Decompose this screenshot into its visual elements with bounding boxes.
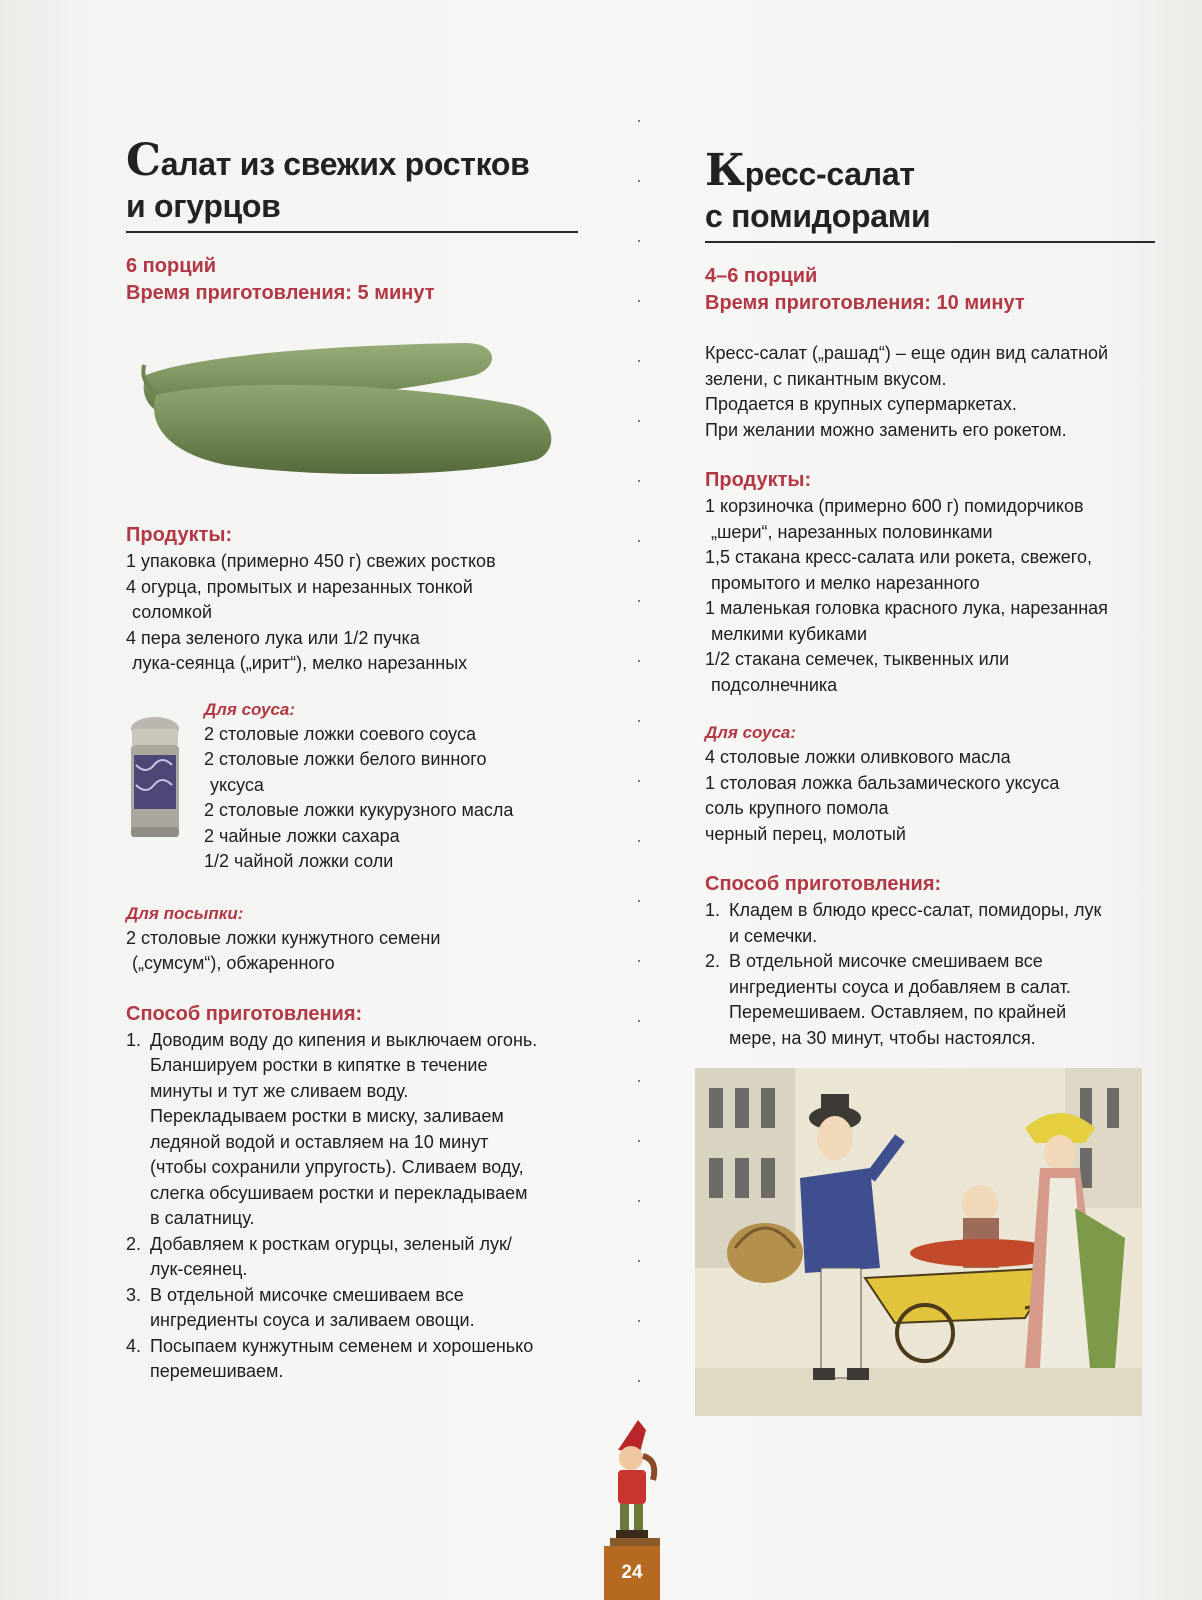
divider-dot bbox=[638, 780, 640, 782]
list-item: 1 упаковка (примерно 450 г) свежих ростков bbox=[126, 551, 496, 571]
left-sauce-list bbox=[204, 722, 513, 875]
list-item: 2 столовые ложки соевого соуса bbox=[204, 723, 476, 744]
divider-dot bbox=[638, 1020, 640, 1022]
left-topping-list bbox=[126, 926, 586, 977]
right-title-line2: с помидорами bbox=[705, 198, 931, 234]
left-sauce-heading: Для соуса: bbox=[204, 699, 296, 719]
list-item: 2 столовые ложки кунжутного семени („сумсум“), обжаренного bbox=[126, 927, 441, 973]
divider-dot bbox=[638, 720, 640, 722]
list-item: 1,5 стакана кресс-салата или рокета, свежего, промытого и мелко нарезанного bbox=[705, 547, 1092, 593]
left-servings: 6 порций bbox=[126, 255, 217, 277]
left-title-rule bbox=[126, 231, 578, 233]
divider-dot bbox=[638, 1260, 640, 1262]
left-products-list bbox=[126, 549, 586, 677]
divider-dot bbox=[638, 1080, 640, 1082]
left-meta bbox=[126, 253, 586, 307]
left-title-rest: алат из свежих ростков bbox=[160, 146, 530, 182]
street-vendor-engraving bbox=[695, 1068, 1142, 1416]
list-item: 2 столовые ложки белого винного уксуса bbox=[204, 749, 487, 795]
step-item: 2. Добавляем к росткам огурцы, зеленый лук/ лук-сеянец. bbox=[126, 1233, 512, 1279]
right-intro: Кресс-салат („рашад“) – еще один вид салатной зелени, с пикантным вкусом. Продается в крупных супермаркетах. При желании можно заменить его рокетом. bbox=[705, 343, 1109, 440]
right-steps bbox=[705, 898, 1155, 1051]
step-item: 4. Посыпаем кунжутным семенем и хорошенько перемешиваем. bbox=[126, 1335, 534, 1381]
right-title-initial: К bbox=[705, 145, 745, 196]
step-item: 1. Кладем в блюдо кресс-салат, помидоры, лук и семечки. bbox=[705, 900, 1102, 946]
list-item: 2 столовые ложки кукурузного масла bbox=[204, 800, 514, 820]
right-prep-time: Время приготовления: 10 минут bbox=[705, 292, 1025, 314]
list-item: 4 огурца, промытых и нарезанных тонкой соломкой bbox=[126, 576, 473, 622]
divider-dot bbox=[638, 420, 640, 422]
divider-dot bbox=[638, 960, 640, 962]
step-item: 1. Доводим воду до кипения и выключаем огонь. Бланшируем ростки в кипятке в течение минуты и тут же сливаем воду. Перекладываем ростки в миску, заливаем ледяной водой и оставляем на 10 минут (чтобы сохранили упругость). Сливаем воду, слегка обсушиваем ростки и перекладываем в салатницу. bbox=[126, 1029, 538, 1228]
right-recipe-title bbox=[705, 145, 1155, 237]
divider-dot bbox=[638, 600, 640, 602]
right-products-heading: Продукты: bbox=[705, 469, 812, 491]
left-topping-heading: Для посыпки: bbox=[126, 903, 244, 923]
divider-dot bbox=[638, 300, 640, 302]
divider-dot bbox=[638, 1200, 640, 1202]
left-title-line2: и огурцов bbox=[126, 188, 281, 224]
list-item: соль крупного помола bbox=[705, 798, 889, 818]
divider-dot bbox=[638, 1380, 640, 1382]
list-item: 1 корзиночка (примерно 600 г) помидорчиков „шери“, нарезанных половинками bbox=[705, 496, 1084, 542]
divider-dot bbox=[638, 480, 640, 482]
right-title-rule bbox=[705, 241, 1155, 243]
divider-dot bbox=[638, 1320, 640, 1322]
divider-dot bbox=[638, 120, 640, 122]
divider-dot bbox=[638, 840, 640, 842]
right-products-list bbox=[705, 494, 1155, 698]
list-item: 1/2 стакана семечек, тыквенных или подсолнечника bbox=[705, 649, 1010, 695]
list-item: 1 столовая ложка бальзамического уксуса bbox=[705, 772, 1060, 793]
step-item: 3. В отдельной мисочке смешиваем все ингредиенты соуса и заливаем овощи. bbox=[126, 1284, 475, 1330]
step-item: 2. В отдельной мисочке смешиваем все ингредиенты соуса и добавляем в салат. Перемешиваем. Оставляем, по крайней мере, на 30 минут, чтобы настоялся. bbox=[705, 951, 1071, 1048]
right-sauce-list bbox=[705, 745, 1155, 847]
divider-dot bbox=[638, 900, 640, 902]
list-item: черный перец, молотый bbox=[705, 823, 906, 844]
gnome-figure bbox=[598, 1420, 668, 1548]
left-prep-time: Время приготовления: 5 минут bbox=[126, 282, 435, 304]
divider-dot bbox=[638, 360, 640, 362]
right-title-rest: ресс-салат bbox=[744, 156, 915, 192]
divider-dot bbox=[638, 240, 640, 242]
page-number: 24 bbox=[604, 1546, 660, 1600]
list-item: 2 чайные ложки сахара bbox=[204, 825, 400, 846]
right-method-heading: Способ приготовления: bbox=[705, 873, 942, 895]
column-divider bbox=[638, 120, 642, 1420]
divider-dot bbox=[638, 180, 640, 182]
left-products-heading: Продукты: bbox=[126, 524, 233, 546]
list-item: 4 столовые ложки оливкового масла bbox=[705, 747, 1011, 767]
cucumber-image bbox=[136, 335, 566, 495]
left-title-initial: С bbox=[126, 135, 161, 186]
right-meta bbox=[705, 263, 1155, 317]
right-recipe bbox=[705, 145, 1155, 1051]
left-sauce-block bbox=[126, 697, 586, 875]
left-steps bbox=[126, 1028, 586, 1385]
left-recipe-title bbox=[126, 135, 586, 227]
salt-shaker-image bbox=[126, 715, 184, 841]
left-method-heading: Способ приготовления: bbox=[126, 1002, 363, 1025]
divider-dot bbox=[638, 540, 640, 542]
list-item: 1 маленькая головка красного лука, нарезанная мелкими кубиками bbox=[705, 598, 1108, 644]
left-recipe bbox=[126, 135, 586, 1385]
list-item: 4 пера зеленого лука или 1/2 пучка лука-сеянца („ирит“), мелко нарезанных bbox=[126, 627, 468, 673]
divider-dot bbox=[638, 1140, 640, 1142]
right-sauce-heading: Для соуса: bbox=[705, 723, 797, 742]
right-servings: 4–6 порций bbox=[705, 265, 818, 287]
list-item: 1/2 чайной ложки соли bbox=[204, 851, 394, 871]
divider-dot bbox=[638, 660, 640, 662]
